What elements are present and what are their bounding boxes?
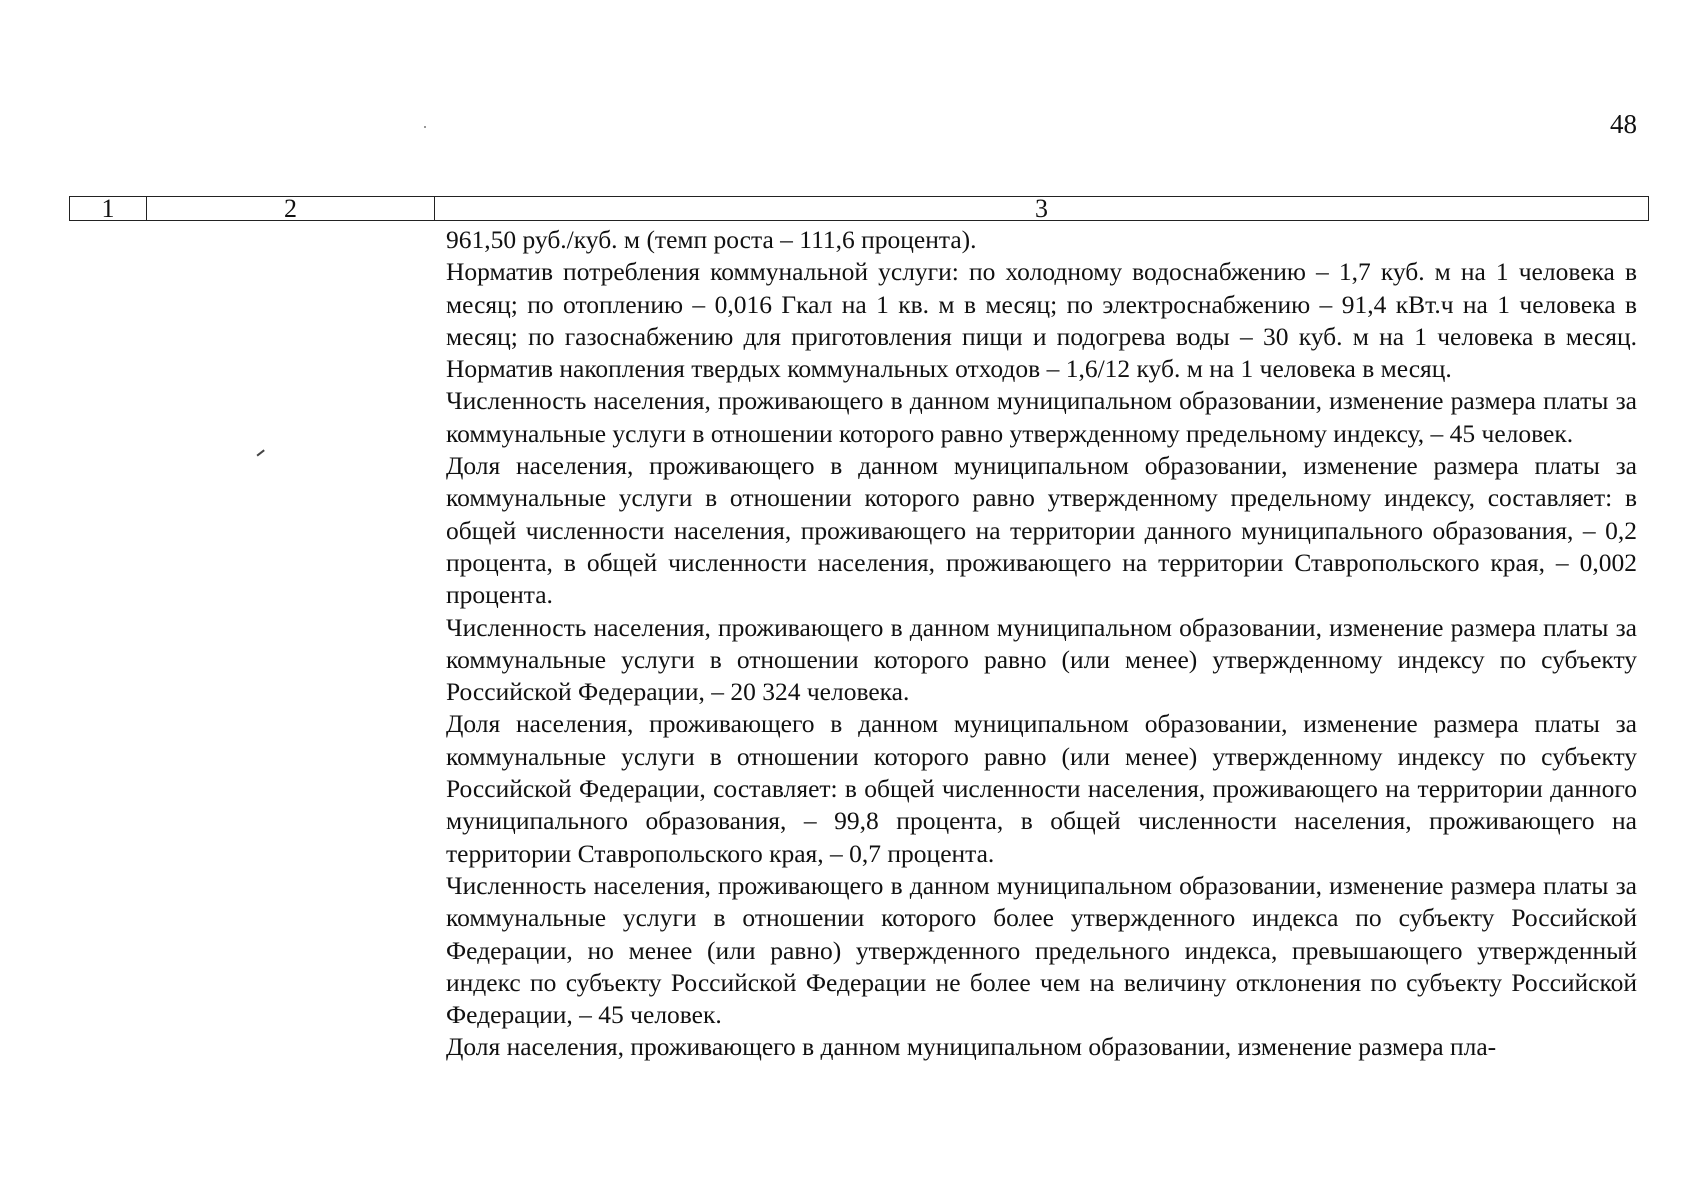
- scan-speck: [424, 126, 426, 128]
- column-number-2: 2: [147, 197, 435, 221]
- page-number: 48: [1610, 109, 1637, 139]
- column-number-1: 1: [70, 197, 147, 221]
- paragraph-population-equal-limit: Численность населения, проживающего в данном муниципальном образовании, изменение размера платы за коммунальные услуги в отношении которого равно утвержденному предельному индексу, – 45 человек.: [446, 386, 1637, 448]
- column-number-3: 3: [435, 197, 1649, 221]
- scan-mark: [256, 449, 264, 456]
- paragraph-share-below-index: Доля населения, проживающего в данном муниципальном образовании, изменение размера платы за коммунальные услуги в отношении которого равно (или менее) утвержденному индексу по субъекту Российской Федерации, составляет: в общей численности населения, проживающего на территории данного муниципального образования, – 99,8 процента, в общей численности населения, проживающего на территории Ставропольского края, – 0,7 процента.: [446, 709, 1637, 868]
- paragraph-share-equal-limit: Доля населения, проживающего в данном муниципальном образовании, изменение размера платы за коммунальные услуги в отношении которого равно утвержденному предельному индексу, составляет: в общей численности населения, проживающего на территории данного муниципального образования, – 0,2 процента, в общей численности населения, проживающего на территории Ставропольского края, – 0,002 процента.: [446, 451, 1637, 610]
- document-body: [446, 224, 1637, 1064]
- paragraph-share-above-index: Доля населения, проживающего в данном муниципальном образовании, изменение размера пла-: [446, 1032, 1497, 1062]
- paragraph-consumption-norms: Норматив потребления коммунальной услуги: по холодному водоснабжению – 1,7 куб. м на 1 человека в месяц; по отоплению – 0,016 Гкал на 1 кв. м в месяц; по электроснабжению – 91,4 кВт.ч на 1 человека в месяц; по газоснабжению для приготовления пищи и подогрева воды – 30 куб. м на 1 человека в месяц. Норматив накопления твердых коммунальных отходов – 1,6/12 куб. м на 1 человека в месяц.: [446, 257, 1637, 384]
- paragraph-population-below-index: Численность населения, проживающего в данном муниципальном образовании, изменение размера платы за коммунальные услуги в отношении которого равно (или менее) утвержденному индексу по субъекту Российской Федерации, – 20 324 человека.: [446, 612, 1637, 707]
- table-header-row: [69, 196, 1649, 221]
- paragraph-population-above-index: Численность населения, проживающего в данном муниципальном образовании, изменение размера платы за коммунальные услуги в отношении которого более утвержденного индекса по субъекту Российской Федерации, но менее (или равно) утвержденного предельного индекса, превышающего утвержденный индекс по субъекту Российской Федерации не более чем на величину отклонения по субъекту Российской Федерации, – 45 человек.: [446, 870, 1637, 1030]
- paragraph-tariff-end: 961,50 руб./куб. м (темп роста – 111,6 процента).: [446, 225, 977, 254]
